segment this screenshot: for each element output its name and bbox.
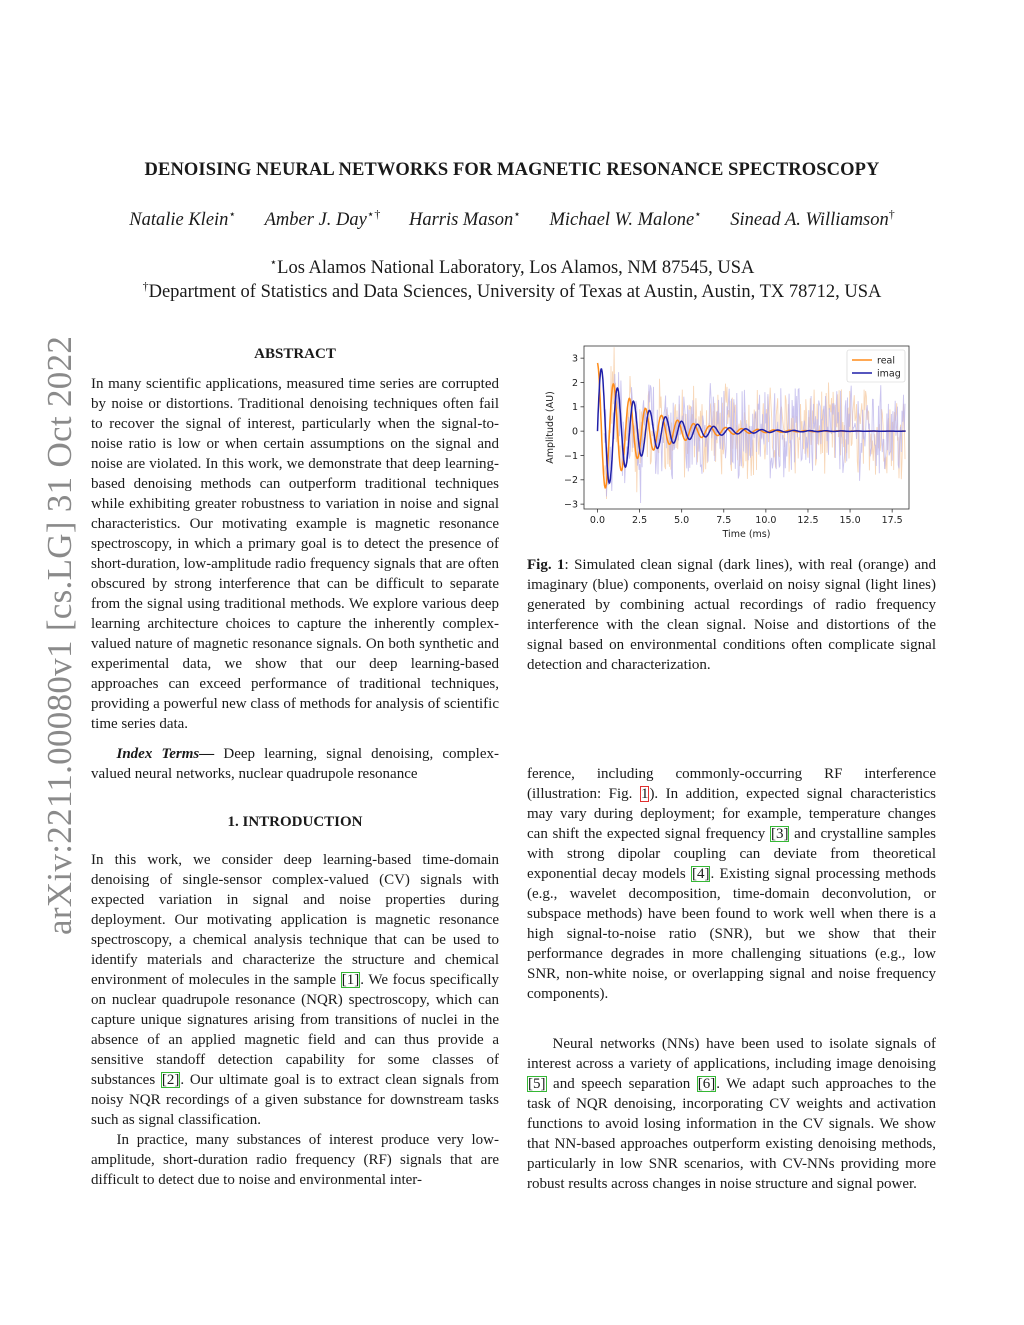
intro-paragraph-1: In this work, we consider deep learning-based time-domain denoising of single-sensor complex-valued (CV) signals with expected variation in signal and noise properties during deployment. Our motivating application is magnetic resonance spectroscopy, a chemical analysis technique that can be used to identify materials and characterize the structure and chemical environment of molecules in the sample [1]. We focus specifically on nuclear quadrupole resonance (NQR) spectroscopy, which can capture unique signatures arising from transitions of nuclei in the absence of an applied magnetic field and can thus provide a sensitive standoff detection capability for some classes of substances [2]. Our ultimate goal is to extract clean signals from noisy NQR recordings of a given substance for downstream tasks such as signal classification. — [91, 852, 499, 1128]
section-heading: 1. INTRODUCTION — [227, 814, 363, 830]
left-column — [91, 344, 499, 1190]
x-tick-label: 15.0 — [839, 515, 861, 526]
x-tick-label: 10.0 — [755, 515, 777, 526]
y-tick-label: −1 — [563, 450, 578, 462]
intro-paragraph-3: Neural networks (NNs) have been used to isolate signals of interest across a variety of applications, including image denoising [5] and speech separation [6]. We adapt such approaches to the task of NQR denoising, incorporating CV weights and activation functions to avoid losing information in the CV signals. We show that NN-based approaches outperform existing denoising methods, particularly in low SNR scenarios, with CV-NNs providing more robust results across changes in noise structure and signal power. — [527, 1036, 937, 1192]
author: Amber J. Day⋆† — [264, 207, 381, 231]
y-tick-label: −3 — [563, 499, 578, 511]
y-tick-label: 2 — [571, 377, 578, 389]
figure-caption: Fig. 1: Simulated clean signal (dark lines), with real (orange) and imaginary (blue) components, overlaid on noisy signal (light lines) generated by combining actual recordings of radio frequency interference with the clean signal. Noise and distortions of the signal based on environmental conditions often complicate signal detection and characterization. — [527, 557, 936, 673]
author: Michael W. Malone⋆ — [549, 207, 702, 231]
citation-link[interactable]: [6] — [697, 1076, 716, 1092]
citation-link[interactable]: [2] — [161, 1072, 180, 1088]
x-tick-label: 12.5 — [797, 515, 819, 526]
affiliation-2: †Department of Statistics and Data Sciences, University of Texas at Austin, Austin, TX 78712, USA — [142, 279, 882, 303]
x-axis-label: Time (ms) — [722, 529, 771, 540]
noise-series — [604, 372, 905, 503]
author: Sinead A. Williamson† — [730, 207, 895, 231]
citation-link[interactable]: [1] — [341, 972, 360, 988]
intro-paragraph-2: In practice, many substances of interest produce very low-amplitude, short-duration radio frequency (RF) signals that are difficult to detect due to noise and environmental inter- — [91, 1132, 499, 1188]
legend-label-real: real — [877, 355, 896, 367]
citation-link[interactable]: [5] — [528, 1076, 546, 1092]
citation-link[interactable]: [4] — [691, 866, 710, 882]
y-tick-label: 3 — [571, 353, 578, 365]
figure-link[interactable]: 1 — [640, 786, 649, 802]
x-tick-label: 0.0 — [589, 515, 606, 526]
y-tick-label: 0 — [571, 426, 578, 438]
intro-paragraph-2-continued: ference, including commonly-occurring RF interference (illustration: Fig. 1). In addition, expected signal characteristics may vary during deployment; for example, temperature changes can shift the expected signal frequency [3] and crystalline samples with strong dipolar coupling can deviate from theoretical exponential decay models [4]. Existing signal processing methods (e.g., wavelet decomposition, time-domain deconvolution, or subspace methods) have been found to work well when there is a high signal-to-noise ratio (SNR), but we show that their performance degrades in more challenging situations (e.g., low SNR, non-white noise, or overlapping signal and noise frequency components). — [527, 766, 937, 1002]
y-tick-label: 1 — [571, 402, 578, 414]
paper-title: DENOISING NEURAL NETWORKS FOR MAGNETIC RESONANCE SPECTROSCOPY — [144, 160, 880, 180]
author: Natalie Klein⋆ — [129, 207, 236, 231]
affiliation-1: ⋆Los Alamos National Laboratory, Los Alamos, NM 87545, USA — [269, 255, 755, 279]
y-axis-label: Amplitude (AU) — [545, 391, 556, 464]
author-list — [0, 207, 1024, 231]
y-tick-label: −2 — [563, 475, 578, 487]
legend-label-imag: imag — [877, 368, 901, 380]
x-tick-label: 5.0 — [674, 515, 690, 526]
arxiv-identifier: arXiv:2211.00080v1 [cs.LG] 31 Oct 2022 — [40, 335, 79, 935]
author: Harris Mason⋆ — [408, 207, 521, 231]
index-terms: Index Terms— Deep learning, signal denoising, complex-valued neural networks, nuclear quadrupole resonance — [91, 746, 500, 782]
citation-link[interactable]: [3] — [770, 826, 789, 842]
abstract-heading: ABSTRACT — [254, 346, 336, 362]
legend — [847, 350, 905, 382]
figure-1-plot — [541, 342, 916, 544]
x-tick-label: 2.5 — [632, 515, 648, 526]
abstract-text: In many scientific applications, measured time series are corrupted by noise or distortions. Traditional denoising techniques often fail to recover the signal of interest, particularly when the signal-to-noise ratio is low or when certain assumptions on the signal and noise are violated. In this work, we demonstrate that deep learning-based denoising methods can outperform traditional techniques while exhibiting greater robustness to variation in noise and signal characteristics. Our motivating example is magnetic resonance spectroscopy, in which a primary goal is to detect the presence of short-duration, low-amplitude radio frequency signals that are often obscured by strong interference that can be difficult to separate from the signal using traditional methods. We explore various deep learning architecture choices to capture the inherently complex-valued nature of magnetic resonance signals. On both synthetic and experimental data, we show that our deep learning-based approaches can exceed performance of traditional techniques, providing a powerful new class of methods for analysis of scientific time series data. — [91, 376, 499, 732]
x-tick-label: 17.5 — [881, 515, 903, 526]
x-tick-label: 7.5 — [716, 515, 732, 526]
right-column — [527, 764, 936, 1194]
